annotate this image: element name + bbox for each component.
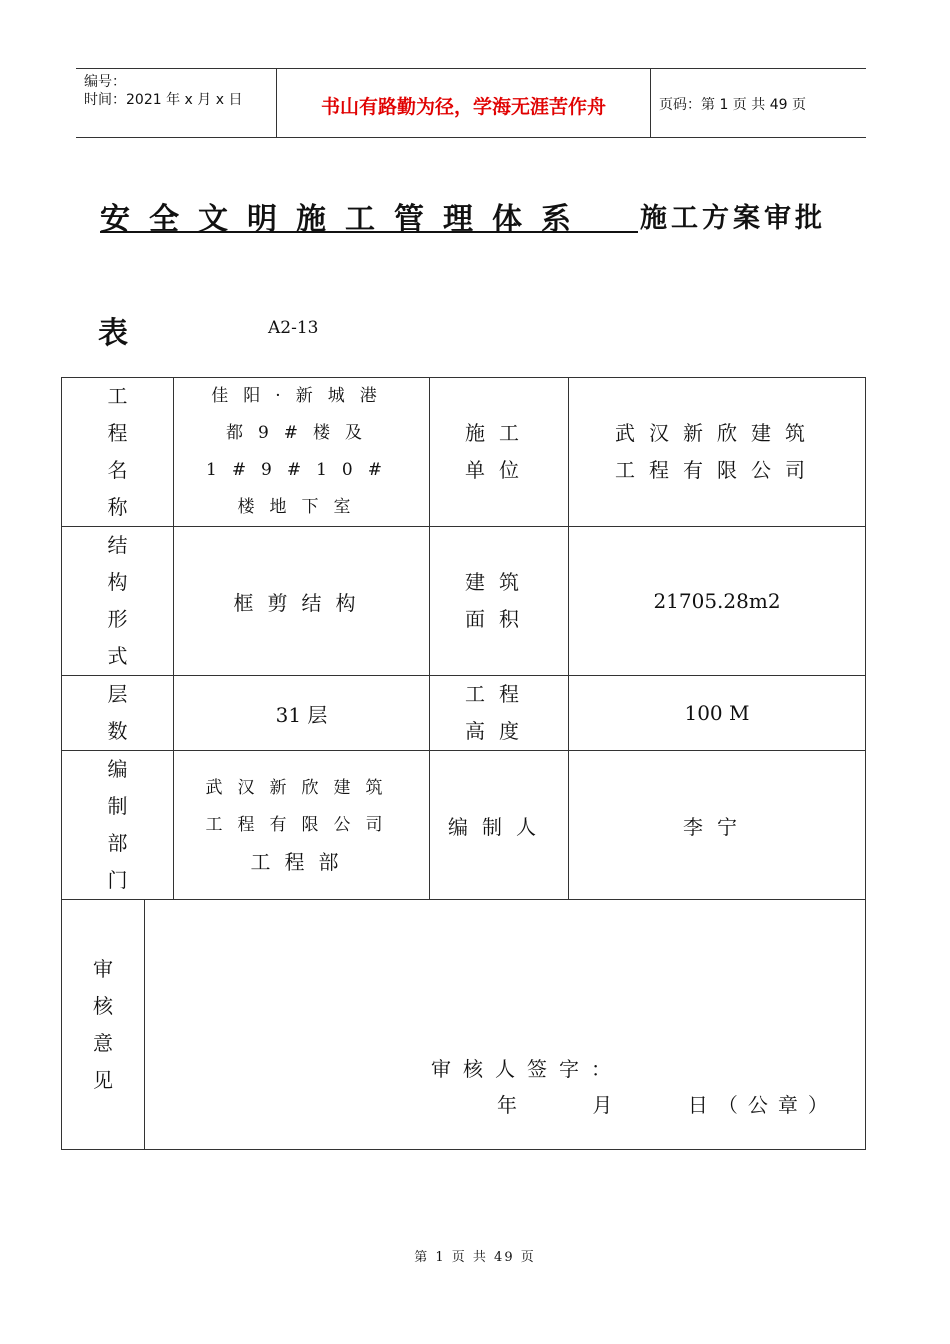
floors-value-cell [174, 676, 429, 750]
motto-text: 书山有路勤为径，学海无涯苦作舟 [320, 96, 606, 118]
floors-label-cell [62, 676, 173, 750]
department-label-cell [62, 751, 173, 899]
document-title-line2: 表 [98, 316, 128, 351]
department-value-line2: 工程有限公司 [205, 814, 398, 835]
height-label: 工程高度 [465, 682, 533, 743]
review-label-cell [62, 900, 144, 1150]
page-number-label: 页码：第 1 页 共 49 页 [659, 97, 806, 113]
floors-label: 层数 [107, 682, 128, 743]
area-value: 21705.28m2 [653, 589, 781, 613]
height-label-cell [430, 676, 568, 750]
page-header [76, 68, 866, 138]
header-page-cell [651, 69, 866, 137]
structure-label-cell [62, 527, 173, 675]
contractor-value-cell [569, 378, 865, 526]
structure-value-cell [174, 527, 429, 675]
date-label: 时间：2021 年 x 月 x 日 [84, 92, 243, 108]
department-value-line3: 工程部 [250, 849, 353, 874]
area-value-cell [569, 527, 865, 675]
author-label: 编制人 [448, 814, 550, 839]
form-code: A2-13 [268, 318, 319, 338]
structure-label: 结构形式 [107, 533, 128, 668]
author-label-cell [430, 751, 568, 899]
document-title-suffix: 施工方案审批 [640, 203, 826, 234]
author-value: 李宁 [683, 814, 751, 839]
structure-value: 框剪结构 [233, 590, 370, 615]
review-content-cell[interactable] [145, 900, 865, 1150]
height-value-cell [569, 676, 865, 750]
review-date-stamp: 年 月 日（公章） [497, 1093, 838, 1117]
approval-table [61, 377, 866, 1150]
project-name-value: 佳阳·新城港都9#楼及1#9#10#楼地下室 [206, 386, 397, 517]
area-label: 建筑面积 [465, 570, 533, 631]
page-footer: 第 1 页 共 49 页 [414, 1250, 536, 1265]
area-label-cell [430, 527, 568, 675]
project-name-label: 工程名称 [107, 384, 128, 519]
contractor-label-cell [430, 378, 568, 526]
department-value-line1: 武汉新欣建筑 [205, 777, 398, 798]
reviewer-signature-label: 审核人签字： [431, 1057, 623, 1081]
department-label: 编制部门 [107, 757, 128, 892]
project-name-value-cell [174, 378, 429, 526]
department-value-cell [174, 751, 429, 899]
contractor-label: 施工单位 [465, 421, 533, 482]
height-value: 100 M [684, 701, 750, 725]
document-title: 安全文明施工管理体系 [100, 194, 638, 233]
number-label: 编号： [84, 74, 126, 90]
header-motto-cell [277, 69, 651, 137]
floors-value: 31 层 [275, 702, 328, 727]
contractor-value: 武汉新欣建筑工程有限公司 [615, 421, 819, 482]
author-value-cell [569, 751, 865, 899]
project-name-label-cell [62, 378, 173, 526]
header-meta-cell [76, 69, 277, 137]
review-label: 审核意见 [93, 957, 113, 1092]
